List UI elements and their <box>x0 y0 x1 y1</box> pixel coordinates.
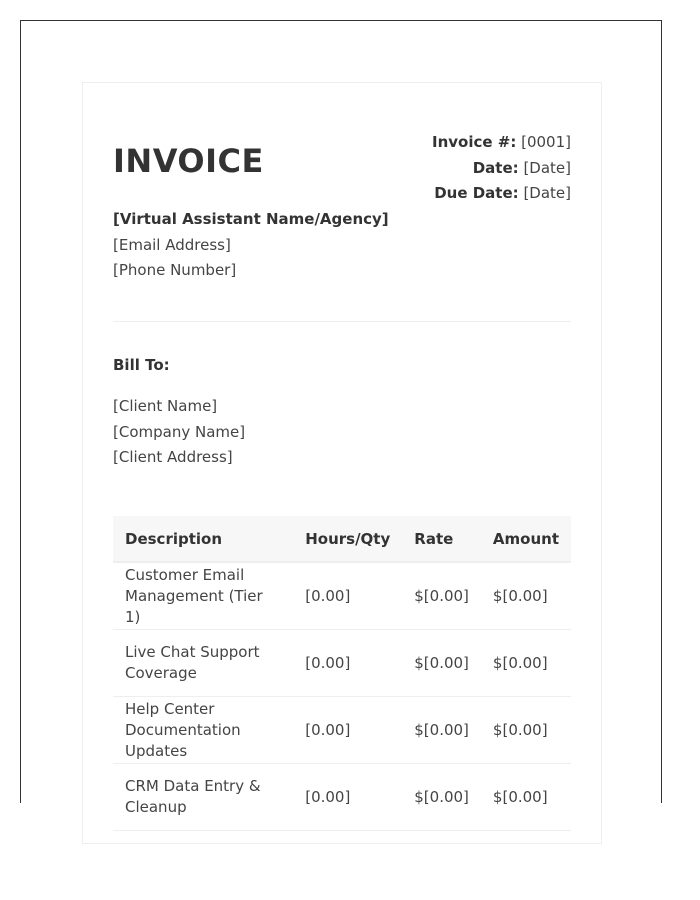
row-amount: $[0.00] <box>481 697 571 764</box>
row-qty: [0.00] <box>293 697 402 764</box>
table-body <box>113 562 571 831</box>
row-qty: [0.00] <box>293 764 402 831</box>
row-rate: $[0.00] <box>402 630 481 697</box>
sender-phone: [Phone Number] <box>113 261 237 279</box>
header-rate: Rate <box>402 516 481 562</box>
line-items-table <box>113 516 571 831</box>
row-qty: [0.00] <box>293 562 402 630</box>
table-header-row <box>113 516 571 562</box>
row-description: CRM Data Entry & Cleanup <box>113 764 293 831</box>
section-divider <box>113 321 571 322</box>
sender-name: [Virtual Assistant Name/Agency] <box>113 210 389 228</box>
table-row <box>113 630 571 697</box>
client-block <box>113 394 245 471</box>
row-description: Customer Email Management (Tier 1) <box>113 562 293 630</box>
invoice-number-label: Invoice #: <box>431 133 517 151</box>
row-amount: $[0.00] <box>481 562 571 630</box>
row-qty: [0.00] <box>293 630 402 697</box>
client-address: [Client Address] <box>113 448 233 466</box>
bill-to-label: Bill To: <box>113 356 170 374</box>
invoice-date-line <box>432 156 571 182</box>
invoice-meta <box>432 130 571 207</box>
table-row <box>113 562 571 630</box>
invoice-number-value: [0001] <box>521 133 571 151</box>
row-description: Help Center Documentation Updates <box>113 697 293 764</box>
row-amount: $[0.00] <box>481 630 571 697</box>
row-rate: $[0.00] <box>402 764 481 831</box>
sender-block <box>113 207 389 284</box>
table-head <box>113 516 571 562</box>
invoice-page <box>82 82 602 844</box>
invoice-number-line <box>432 130 571 156</box>
table-row <box>113 764 571 831</box>
due-date-value: [Date] <box>523 184 571 202</box>
invoice-date-label: Date: <box>472 158 519 177</box>
header-hours-qty: Hours/Qty <box>293 516 402 562</box>
row-rate: $[0.00] <box>402 562 481 630</box>
document-viewport <box>20 20 662 816</box>
invoice-title: INVOICE <box>113 142 264 180</box>
client-name: [Client Name] <box>113 397 218 415</box>
company-name: [Company Name] <box>113 422 246 441</box>
due-date-line <box>432 181 571 207</box>
header-amount: Amount <box>481 516 571 562</box>
invoice-date-value: [Date] <box>523 158 571 177</box>
table-row <box>113 697 571 764</box>
sender-email: [Email Address] <box>113 235 231 254</box>
row-rate: $[0.00] <box>402 697 481 764</box>
row-description: Live Chat Support Coverage <box>113 630 293 697</box>
due-date-label: Due Date: <box>434 184 519 202</box>
row-amount: $[0.00] <box>481 764 571 831</box>
header-description: Description <box>113 516 293 562</box>
